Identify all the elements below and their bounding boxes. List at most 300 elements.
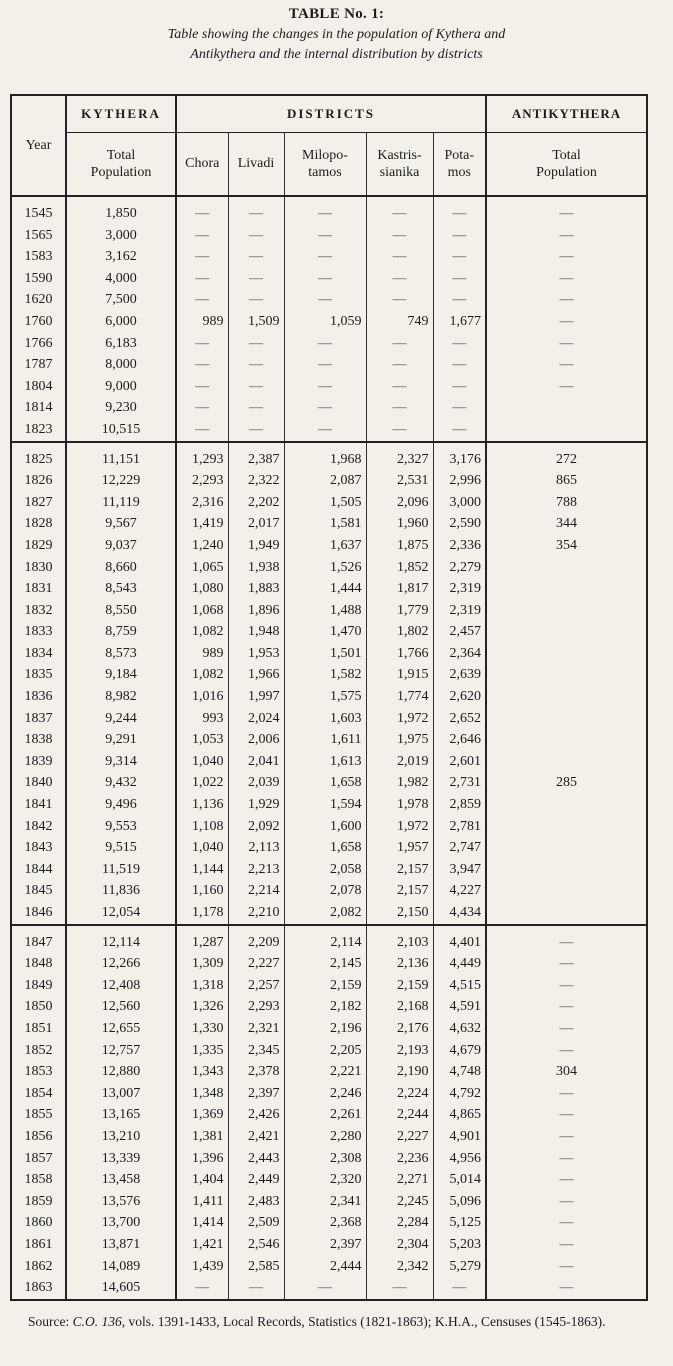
kastrisianika-cell: — [366,354,433,376]
livadi-cell: 2,585 [228,1256,284,1278]
kythera-total-cell: 8,000 [66,354,176,376]
milopotamos-cell: 2,261 [284,1104,366,1126]
year-cell: 1837 [11,708,66,730]
year-cell: 1836 [11,686,66,708]
milopotamos-cell: 2,368 [284,1212,366,1234]
milopotamos-cell: 1,600 [284,816,366,838]
chora-cell: — [176,289,228,311]
milopotamos-cell: 1,470 [284,621,366,643]
antikythera-total-cell: 865 [486,470,647,492]
potamos-cell: — [433,419,486,442]
potamos-cell: 4,792 [433,1083,486,1105]
year-cell: 1858 [11,1169,66,1191]
potamos-cell: 2,747 [433,837,486,859]
livadi-cell: — [228,268,284,290]
kythera-total-cell: 8,543 [66,578,176,600]
year-cell: 1565 [11,225,66,247]
potamos-cell: 2,457 [433,621,486,643]
kythera-total-cell: 6,183 [66,333,176,355]
year-cell: 1848 [11,953,66,975]
antikythera-total-cell: — [486,225,647,247]
table-row [11,880,647,902]
year-cell: 1851 [11,1018,66,1040]
chora-cell: — [176,376,228,398]
table-row [11,354,647,376]
kythera-total-cell: 9,244 [66,708,176,730]
year-cell: 1545 [11,196,66,225]
table-row [11,925,647,954]
chora-cell: 1,240 [176,535,228,557]
livadi-cell: — [228,419,284,442]
kythera-total-cell: 13,210 [66,1126,176,1148]
kastrisianika-cell: 1,802 [366,621,433,643]
potamos-cell: — [433,225,486,247]
year-cell: 1832 [11,600,66,622]
livadi-cell: — [228,397,284,419]
year-cell: 1860 [11,1212,66,1234]
chora-cell: 1,348 [176,1083,228,1105]
kythera-total-cell: 8,982 [66,686,176,708]
chora-cell: 1,293 [176,442,228,471]
antikythera-total-cell: 788 [486,492,647,514]
antikythera-total-cell [486,902,647,925]
year-header: Year [11,95,66,196]
kythera-total-cell: 1,850 [66,196,176,225]
potamos-cell: — [433,397,486,419]
chora-cell: 1,318 [176,975,228,997]
table-row [11,1169,647,1191]
livadi-cell: 2,426 [228,1104,284,1126]
potamos-cell: 2,590 [433,513,486,535]
antikythera-total-cell [486,419,647,442]
chora-cell: 1,178 [176,902,228,925]
chora-cell: 1,136 [176,794,228,816]
chora-cell: — [176,1277,228,1300]
potamos-cell: — [433,268,486,290]
table-row [11,268,647,290]
chora-cell: 989 [176,643,228,665]
milopotamos-cell: 2,444 [284,1256,366,1278]
chora-cell: 1,309 [176,953,228,975]
table-row [11,837,647,859]
kythera-total-cell: 8,660 [66,557,176,579]
antikythera-total-cell [486,664,647,686]
potamos-cell: — [433,246,486,268]
kastrisianika-cell: 2,227 [366,1126,433,1148]
potamos-cell: — [433,196,486,225]
table-row [11,535,647,557]
livadi-cell: — [228,1277,284,1300]
milopotamos-cell: 1,581 [284,513,366,535]
chora-cell: — [176,196,228,225]
livadi-cell: 2,227 [228,953,284,975]
livadi-cell: 1,953 [228,643,284,665]
livadi-cell: — [228,333,284,355]
kythera-total-cell: 9,496 [66,794,176,816]
livadi-cell: — [228,225,284,247]
kastrisianika-cell: 2,157 [366,880,433,902]
potamos-cell: 3,947 [433,859,486,881]
kastrisianika-cell: 2,157 [366,859,433,881]
table-row [11,557,647,579]
table-row [11,1018,647,1040]
antikythera-total-cell: — [486,1018,647,1040]
chora-cell: 1,016 [176,686,228,708]
milopotamos-cell: — [284,1277,366,1300]
livadi-cell: 2,214 [228,880,284,902]
antikythera-total-cell: — [486,1083,647,1105]
kastrisianika-cell: 2,236 [366,1148,433,1170]
kastrisianika-cell: 1,915 [366,664,433,686]
milopotamos-cell: 1,658 [284,772,366,794]
table-row [11,729,647,751]
header-row-2 [11,133,647,197]
antikythera-total-cell [486,794,647,816]
table-row [11,953,647,975]
table-row [11,816,647,838]
kastrisianika-cell: 2,190 [366,1061,433,1083]
milopotamos-cell: 1,501 [284,643,366,665]
milopotamos-cell: 2,114 [284,925,366,954]
potamos-cell: 4,956 [433,1148,486,1170]
chora-cell: — [176,419,228,442]
milopotamos-cell: 1,594 [284,794,366,816]
chora-cell: 1,082 [176,621,228,643]
kastrisianika-cell: — [366,1277,433,1300]
year-cell: 1620 [11,289,66,311]
chora-cell: 1,160 [176,880,228,902]
kythera-total-cell: 8,550 [66,600,176,622]
year-cell: 1853 [11,1061,66,1083]
kythera-total-cell: 13,576 [66,1191,176,1213]
kastrisianika-cell: 1,875 [366,535,433,557]
table-row [11,1234,647,1256]
kythera-total-cell: 12,054 [66,902,176,925]
header-row-1 [11,95,647,133]
table-row [11,975,647,997]
chora-cell: 1,053 [176,729,228,751]
chora-cell: 1,108 [176,816,228,838]
antikythera-total-cell: — [486,311,647,333]
kastrisianika-cell: — [366,419,433,442]
livadi-cell: — [228,289,284,311]
year-cell: 1828 [11,513,66,535]
milopotamos-cell: 2,341 [284,1191,366,1213]
table-row [11,1083,647,1105]
milopotamos-cell: 2,205 [284,1040,366,1062]
kastrisianika-cell: 2,019 [366,751,433,773]
livadi-cell: 2,209 [228,925,284,954]
livadi-cell: 2,421 [228,1126,284,1148]
potamos-cell: — [433,333,486,355]
potamos-cell: 4,515 [433,975,486,997]
milopotamos-cell: 2,078 [284,880,366,902]
milopotamos-cell: 1,658 [284,837,366,859]
year-cell: 1814 [11,397,66,419]
table-row [11,492,647,514]
kythera-total-cell: 9,515 [66,837,176,859]
chora-cell: 1,439 [176,1256,228,1278]
antikythera-total-cell: — [486,1234,647,1256]
chora-cell: 1,411 [176,1191,228,1213]
milopotamos-cell: 1,059 [284,311,366,333]
milopotamos-cell: — [284,225,366,247]
livadi-cell: 2,378 [228,1061,284,1083]
potamos-cell: 2,652 [433,708,486,730]
table-title: TABLE No. 1: [288,6,385,22]
livadi-cell: 2,039 [228,772,284,794]
milopotamos-cell: 2,196 [284,1018,366,1040]
year-cell: 1838 [11,729,66,751]
antikythera-total-cell: 354 [486,535,647,557]
kythera-total-cell: 11,836 [66,880,176,902]
antikythera-total-cell: — [486,953,647,975]
chora-cell: 1,326 [176,996,228,1018]
potamos-cell: 2,996 [433,470,486,492]
kythera-total-cell: 9,000 [66,376,176,398]
potamos-cell: 4,434 [433,902,486,925]
chora-cell: 1,381 [176,1126,228,1148]
potamos-cell: 2,319 [433,578,486,600]
kastrisianika-cell: 1,852 [366,557,433,579]
chora-cell: 1,343 [176,1061,228,1083]
kythera-total-cell: 12,880 [66,1061,176,1083]
table-row [11,859,647,881]
table-row [11,196,647,225]
kastrisianika-header: Kastris- sianika [366,133,433,197]
chora-cell: — [176,246,228,268]
potamos-cell: 2,336 [433,535,486,557]
milopotamos-cell: 1,575 [284,686,366,708]
kastrisianika-cell: 2,193 [366,1040,433,1062]
antikythera-total-cell: — [486,376,647,398]
table-row [11,442,647,471]
kastrisianika-cell: 2,168 [366,996,433,1018]
chora-cell: 2,316 [176,492,228,514]
year-cell: 1829 [11,535,66,557]
year-cell: 1844 [11,859,66,881]
year-cell: 1857 [11,1148,66,1170]
kythera-total-cell: 13,339 [66,1148,176,1170]
livadi-cell: 2,321 [228,1018,284,1040]
year-cell: 1833 [11,621,66,643]
kythera-total-cell: 3,162 [66,246,176,268]
year-cell: 1831 [11,578,66,600]
potamos-cell: — [433,289,486,311]
chora-header: Chora [176,133,228,197]
year-cell: 1830 [11,557,66,579]
table-row [11,513,647,535]
year-cell: 1825 [11,442,66,471]
kastrisianika-cell: 1,774 [366,686,433,708]
year-cell: 1827 [11,492,66,514]
milopotamos-cell: — [284,289,366,311]
livadi-cell: 2,397 [228,1083,284,1105]
potamos-cell: 5,125 [433,1212,486,1234]
livadi-cell: 2,509 [228,1212,284,1234]
antikythera-total-cell [486,837,647,859]
milopotamos-cell: — [284,354,366,376]
table-row [11,1040,647,1062]
kythera-total-cell: 13,007 [66,1083,176,1105]
potamos-cell: 3,000 [433,492,486,514]
year-cell: 1845 [11,880,66,902]
potamos-cell: 5,203 [433,1234,486,1256]
kythera-total-cell: 14,605 [66,1277,176,1300]
milopotamos-cell: 1,582 [284,664,366,686]
districts-header: DISTRICTS [176,95,486,133]
kythera-total-cell: 9,037 [66,535,176,557]
chora-cell: — [176,397,228,419]
year-cell: 1859 [11,1191,66,1213]
antikythera-total-cell: — [486,333,647,355]
milopotamos-cell: 1,603 [284,708,366,730]
potamos-cell: 5,279 [433,1256,486,1278]
antikythera-total-cell [486,578,647,600]
kastrisianika-cell: 2,531 [366,470,433,492]
antikythera-total-cell: — [486,996,647,1018]
kastrisianika-cell: 1,972 [366,708,433,730]
chora-cell: 1,144 [176,859,228,881]
antikythera-total-cell [486,729,647,751]
kastrisianika-cell: 1,972 [366,816,433,838]
potamos-header: Pota- mos [433,133,486,197]
kythera-total-cell: 3,000 [66,225,176,247]
table-row [11,397,647,419]
potamos-cell: 4,591 [433,996,486,1018]
year-cell: 1847 [11,925,66,954]
kythera-total-cell: 7,500 [66,289,176,311]
table-row [11,1212,647,1234]
table-row [11,289,647,311]
potamos-cell: 4,632 [433,1018,486,1040]
milopotamos-cell: 1,488 [284,600,366,622]
year-cell: 1826 [11,470,66,492]
population-table [10,94,648,1301]
year-cell: 1861 [11,1234,66,1256]
year-cell: 1855 [11,1104,66,1126]
milopotamos-cell: 2,320 [284,1169,366,1191]
kythera-total-cell: 9,314 [66,751,176,773]
year-cell: 1862 [11,1256,66,1278]
kythera-total-cell: 10,515 [66,419,176,442]
livadi-cell: 1,966 [228,664,284,686]
kastrisianika-cell: 749 [366,311,433,333]
chora-cell: 1,419 [176,513,228,535]
kastrisianika-cell: 1,982 [366,772,433,794]
potamos-cell: — [433,376,486,398]
livadi-cell: 1,997 [228,686,284,708]
milopotamos-cell: 2,182 [284,996,366,1018]
livadi-cell: 2,293 [228,996,284,1018]
potamos-cell: 3,176 [433,442,486,471]
table-row [11,621,647,643]
kastrisianika-cell: 2,136 [366,953,433,975]
kythera-total-cell: 9,291 [66,729,176,751]
table-row [11,225,647,247]
livadi-cell: 2,345 [228,1040,284,1062]
kastrisianika-cell: 2,284 [366,1212,433,1234]
potamos-cell: 2,279 [433,557,486,579]
year-cell: 1849 [11,975,66,997]
year-cell: 1834 [11,643,66,665]
table-row [11,1126,647,1148]
year-cell: 1835 [11,664,66,686]
milopotamos-cell: — [284,397,366,419]
antikythera-total-population-header: Total Population [486,133,647,197]
kastrisianika-cell: — [366,333,433,355]
livadi-cell: 2,017 [228,513,284,535]
potamos-cell: 2,859 [433,794,486,816]
livadi-cell: 2,483 [228,1191,284,1213]
table-subtitle-line-2: Antikythera and the internal distribution by districts [190,47,483,62]
livadi-cell: 2,210 [228,902,284,925]
antikythera-total-cell: — [486,975,647,997]
chora-cell: 1,421 [176,1234,228,1256]
kastrisianika-cell: 2,096 [366,492,433,514]
antikythera-total-cell: — [486,289,647,311]
potamos-cell: — [433,1277,486,1300]
livadi-cell: — [228,376,284,398]
source-note: Source: C.O. 136, vols. 1391-1433, Local Records, Statistics (1821-1863); K.H.A., Censuses (1545-1863). [28,1314,606,1329]
antikythera-total-cell [486,859,647,881]
livadi-cell: — [228,246,284,268]
kythera-total-cell: 9,567 [66,513,176,535]
kythera-total-cell: 13,871 [66,1234,176,1256]
antikythera-total-cell: 304 [486,1061,647,1083]
year-cell: 1856 [11,1126,66,1148]
kastrisianika-cell: 1,766 [366,643,433,665]
chora-cell: 1,330 [176,1018,228,1040]
kythera-total-cell: 12,266 [66,953,176,975]
table-row [11,708,647,730]
chora-cell: 1,080 [176,578,228,600]
kastrisianika-cell: 2,245 [366,1191,433,1213]
table-row [11,772,647,794]
year-cell: 1823 [11,419,66,442]
antikythera-total-cell: — [486,1169,647,1191]
table-row [11,470,647,492]
antikythera-total-cell: — [486,246,647,268]
kastrisianika-cell: 2,271 [366,1169,433,1191]
table-row [11,794,647,816]
milopotamos-cell: 1,637 [284,535,366,557]
livadi-header: Livadi [228,133,284,197]
livadi-cell: 2,041 [228,751,284,773]
chora-cell: 1,040 [176,751,228,773]
kastrisianika-cell: 1,978 [366,794,433,816]
milopotamos-cell: 2,246 [284,1083,366,1105]
kastrisianika-cell: — [366,196,433,225]
year-cell: 1842 [11,816,66,838]
potamos-cell: — [433,354,486,376]
potamos-cell: 2,639 [433,664,486,686]
kythera-total-cell: 13,458 [66,1169,176,1191]
livadi-cell: 2,257 [228,975,284,997]
chora-cell: — [176,268,228,290]
milopotamos-cell: 1,526 [284,557,366,579]
potamos-cell: 4,401 [433,925,486,954]
livadi-cell: 2,202 [228,492,284,514]
livadi-cell: 2,213 [228,859,284,881]
table-row [11,1061,647,1083]
table-subtitle-line-1: Table showing the changes in the population of Kythera and [167,27,506,42]
antikythera-total-cell [486,880,647,902]
table-row [11,311,647,333]
milopotamos-cell: — [284,246,366,268]
year-cell: 1841 [11,794,66,816]
chora-cell: — [176,225,228,247]
